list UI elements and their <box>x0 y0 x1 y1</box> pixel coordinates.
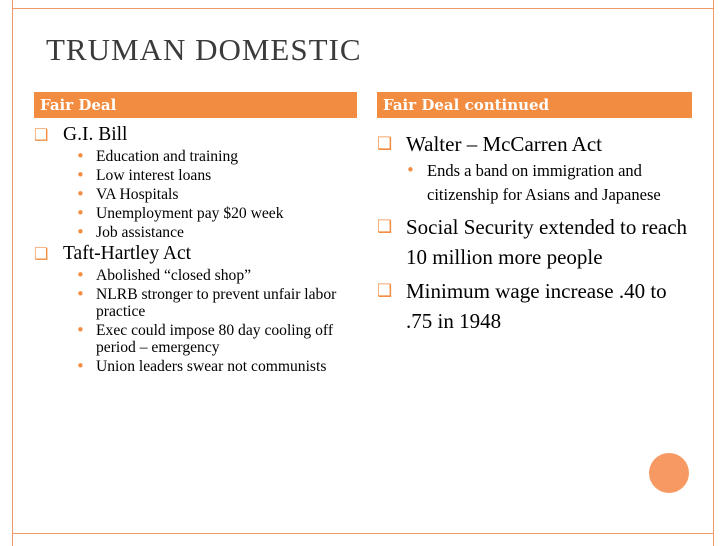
sub-bullet <box>78 167 354 184</box>
round-bullet-icon: • <box>76 166 85 184</box>
round-bullet-icon: • <box>76 185 85 203</box>
bullet-text: Walter – McCarren Act <box>406 132 602 156</box>
sub-bullet <box>78 224 354 241</box>
slide-frame-bottom <box>12 533 714 534</box>
right-column <box>377 125 692 336</box>
round-bullet-icon: • <box>76 223 85 241</box>
round-bullet-icon: • <box>76 266 85 284</box>
bullet-gi-bill <box>34 124 354 146</box>
sub-bullet <box>78 358 354 375</box>
checkbox-arrow-icon: ❑ <box>34 125 49 144</box>
sub-bullet <box>78 267 354 284</box>
sub-bullet-text: Unemployment pay $20 week <box>96 205 284 222</box>
sub-bullet-text: Union leaders swear not communists <box>96 358 327 375</box>
checkbox-arrow-icon: ❑ <box>377 281 393 301</box>
checkbox-arrow-icon: ❑ <box>34 244 49 263</box>
sub-bullet-text: Job assistance <box>96 224 184 241</box>
bullet-text: Social Security extended to reach 10 million more people <box>406 215 688 269</box>
sub-bullet <box>408 159 692 206</box>
slide-frame-top <box>12 8 714 9</box>
decorative-circle <box>649 453 689 493</box>
sub-bullet-text: Low interest loans <box>96 167 212 184</box>
checkbox-arrow-icon: ❑ <box>377 217 393 237</box>
sub-bullet <box>78 205 354 222</box>
round-bullet-icon: • <box>76 357 85 375</box>
sub-bullet <box>78 148 354 165</box>
sub-bullet-text: Exec could impose 80 day cooling off period – emergency <box>96 322 334 356</box>
sub-bullet-text: Education and training <box>96 148 239 165</box>
bullet-walter-mccarren <box>377 129 692 159</box>
sub-bullet-text: Abolished “closed shop” <box>96 267 252 284</box>
round-bullet-icon: • <box>76 321 85 339</box>
left-column-header: Fair Deal <box>34 92 357 118</box>
round-bullet-icon: • <box>76 204 85 222</box>
slide-frame-left <box>12 0 13 546</box>
right-column-header: Fair Deal continued <box>377 92 692 118</box>
round-bullet-icon: • <box>406 161 415 179</box>
round-bullet-icon: • <box>76 285 85 303</box>
bullet-social-security <box>377 212 692 272</box>
sub-bullet-text: VA Hospitals <box>96 186 179 203</box>
bullet-text: Minimum wage increase .40 to .75 in 1948 <box>406 279 667 333</box>
bullet-minimum-wage <box>377 276 692 336</box>
bullet-taft-hartley <box>34 243 354 265</box>
bullet-text: Taft-Hartley Act <box>63 243 192 264</box>
slide-frame-right <box>713 0 714 546</box>
sub-bullet-text: NLRB stronger to prevent unfair labor practice <box>96 286 337 320</box>
left-column <box>34 122 354 377</box>
bullet-text: G.I. Bill <box>63 124 128 145</box>
sub-bullet <box>78 186 354 203</box>
slide-title: TRUMAN DOMESTIC <box>46 32 362 67</box>
round-bullet-icon: • <box>76 147 85 165</box>
checkbox-arrow-icon: ❑ <box>377 134 393 154</box>
sub-bullet <box>78 322 354 356</box>
sub-bullet <box>78 286 354 320</box>
sub-bullet-text: Ends a band on immigration and citizenship for Asians and Japanese <box>427 161 661 204</box>
